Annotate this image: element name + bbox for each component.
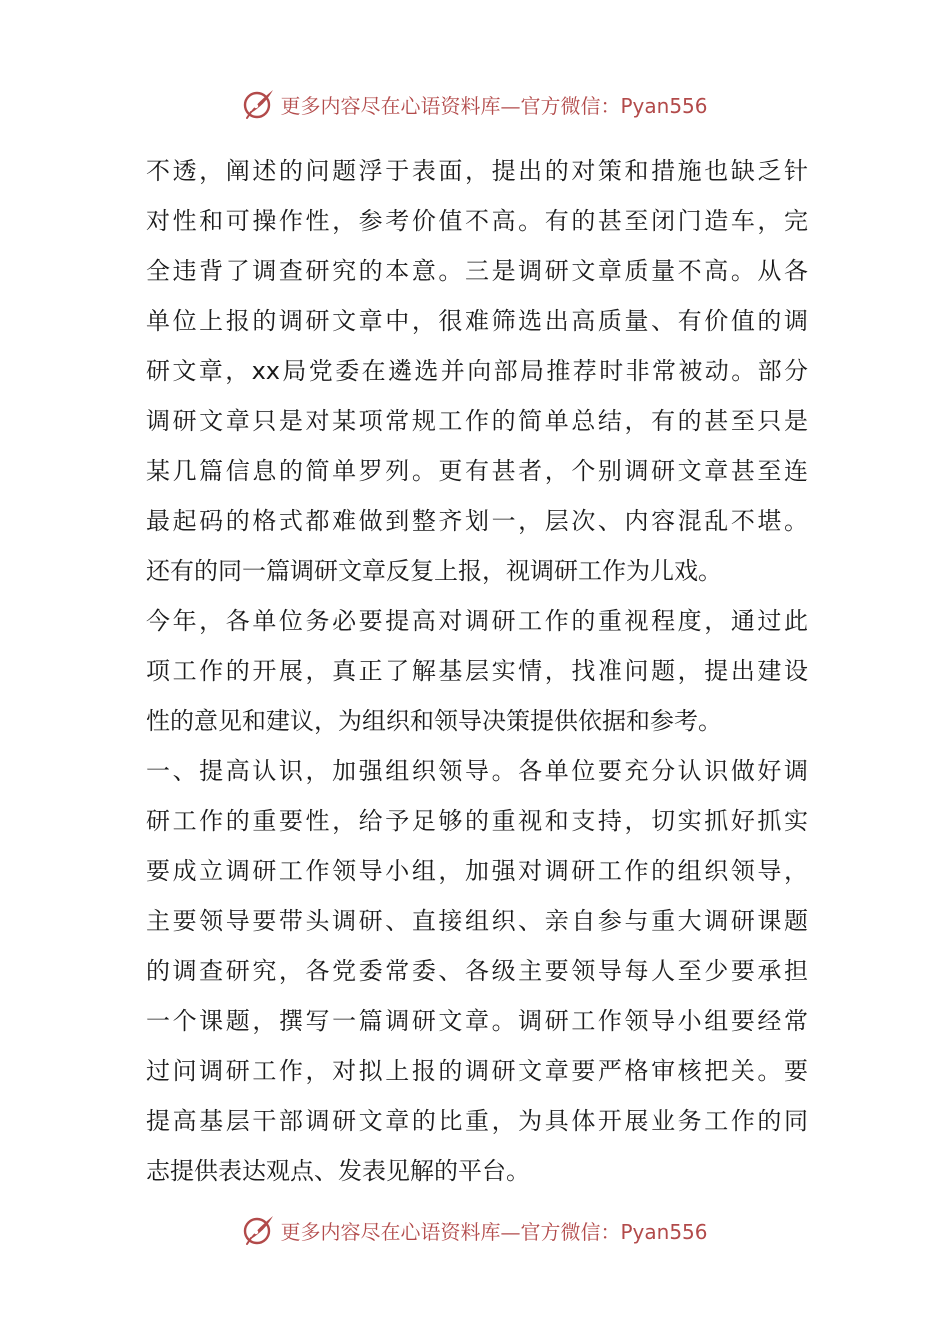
footer-watermark (0, 1210, 950, 1250)
text-line: 研工作的重要性，给予足够的重视和支持，切实抓好抓实 (146, 807, 808, 835)
text-line: 一个课题，撰写一篇调研文章。调研工作领导小组要经常 (146, 1007, 808, 1035)
text-line: 提高基层干部调研文章的比重，为具体开展业务工作的同 (146, 1107, 808, 1135)
text-line: 要成立调研工作领导小组，加强对调研工作的组织领导， (146, 857, 808, 885)
quill-logo-icon (242, 87, 276, 121)
document-body (146, 146, 808, 1196)
text-line: 今年，各单位务必要提高对调研工作的重视程度，通过此 (146, 607, 808, 635)
text-line: 不透，阐述的问题浮于表面，提出的对策和措施也缺乏针 (146, 157, 808, 185)
text-line: 主要领导要带头调研、直接组织、亲自参与重大调研课题 (146, 907, 808, 935)
watermark-text: 更多内容尽在心语资料库—官方微信：Pyan556 (280, 93, 708, 118)
text-line: 还有的同一篇调研文章反复上报，视调研工作为儿戏。 (146, 557, 722, 585)
text-line: 的调查研究，各党委常委、各级主要领导每人至少要承担 (146, 957, 808, 985)
text-line: 志提供表达观点、发表见解的平台。 (146, 1157, 530, 1185)
text-line: 研文章，xx局党委在遴选并向部局推荐时非常被动。部分 (146, 357, 808, 385)
text-line: 单位上报的调研文章中，很难筛选出高质量、有价值的调 (146, 307, 808, 335)
text-line: 对性和可操作性，参考价值不高。有的甚至闭门造车，完 (146, 207, 808, 235)
text-line: 性的意见和建议，为组织和领导决策提供依据和参考。 (146, 707, 722, 735)
text-line: 最起码的格式都难做到整齐划一，层次、内容混乱不堪。 (146, 507, 808, 535)
header-watermark (0, 84, 950, 124)
text-line: 全违背了调查研究的本意。三是调研文章质量不高。从各 (146, 257, 808, 285)
text-line: 项工作的开展，真正了解基层实情，找准问题，提出建设 (146, 657, 808, 685)
text-line: 某几篇信息的简单罗列。更有甚者，个别调研文章甚至连 (146, 457, 808, 485)
watermark-text: 更多内容尽在心语资料库—官方微信：Pyan556 (280, 1219, 708, 1244)
text-line: 一、提高认识，加强组织领导。各单位要充分认识做好调 (146, 757, 808, 785)
text-line: 调研文章只是对某项常规工作的简单总结，有的甚至只是 (146, 407, 808, 435)
text-line: 过问调研工作，对拟上报的调研文章要严格审核把关。要 (146, 1057, 808, 1085)
quill-logo-icon (242, 1213, 276, 1247)
